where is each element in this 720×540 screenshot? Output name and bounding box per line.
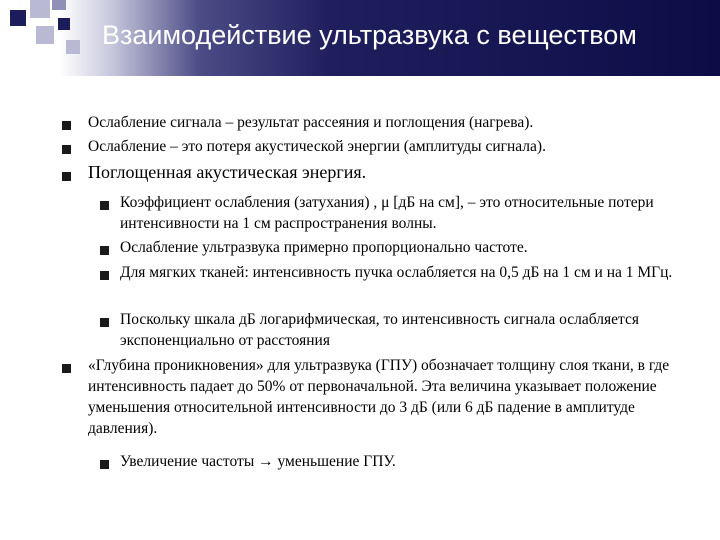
decor-square <box>58 18 70 30</box>
bullet-marker <box>62 364 71 373</box>
sub-bullet-text: Увеличение частоты → уменьшение ГПУ. <box>120 453 396 470</box>
bullet-marker <box>62 172 71 181</box>
sub-bullet-marker <box>100 271 109 280</box>
slide-title: Взаимодействие ультразвука с веществом <box>102 20 637 50</box>
decor-square <box>10 10 26 26</box>
sub-bullet-marker <box>100 201 109 210</box>
sub-bullet-text: Для мягких тканей: интенсивность пучка ослабляется на 0,5 дБ на 1 см и на 1 МГц. <box>120 264 673 281</box>
sub-bullet-text: Ослабление ультразвука примерно пропорционально частоте. <box>120 239 528 256</box>
decor-square <box>52 0 66 10</box>
decor-square <box>30 0 50 18</box>
sub-bullet-marker <box>100 246 109 255</box>
sub-bullet-marker <box>100 318 109 327</box>
bullet-marker <box>62 145 71 154</box>
sub-bullet-text: Поскольку шкала дБ логарифмическая, то интенсивность сигнала ослабляется экспоненциально от расстояния <box>120 311 639 349</box>
sub-bullet-marker <box>100 460 109 469</box>
bullet-text: «Глубина проникновения» для ультразвука (ГПУ) обозначает толщину слоя ткани, в где интенсивность падает до 50% от первоначальной. Эта величина указывает положение уменьшения относительной интенсивности до 3 дБ (или 6 дБ падение в амплитуде давления). <box>88 357 670 437</box>
sub-bullet-text: Коэффициент ослабления (затухания) , μ [дБ на см], – это относительные потери интенсивности на 1 см распространения волны. <box>120 194 654 232</box>
decor-square <box>66 40 80 54</box>
bullet-text: Ослабление сигнала – результат рассеяния и поглощения (нагрева). <box>88 114 534 131</box>
bullet-text: Ослабление – это потеря акустической энергии (амплитуды сигнала). <box>88 138 546 155</box>
bullet-marker <box>62 121 71 130</box>
bullet-text: Поглощенная акустическая энергия. <box>88 162 367 182</box>
decor-square <box>36 26 54 44</box>
